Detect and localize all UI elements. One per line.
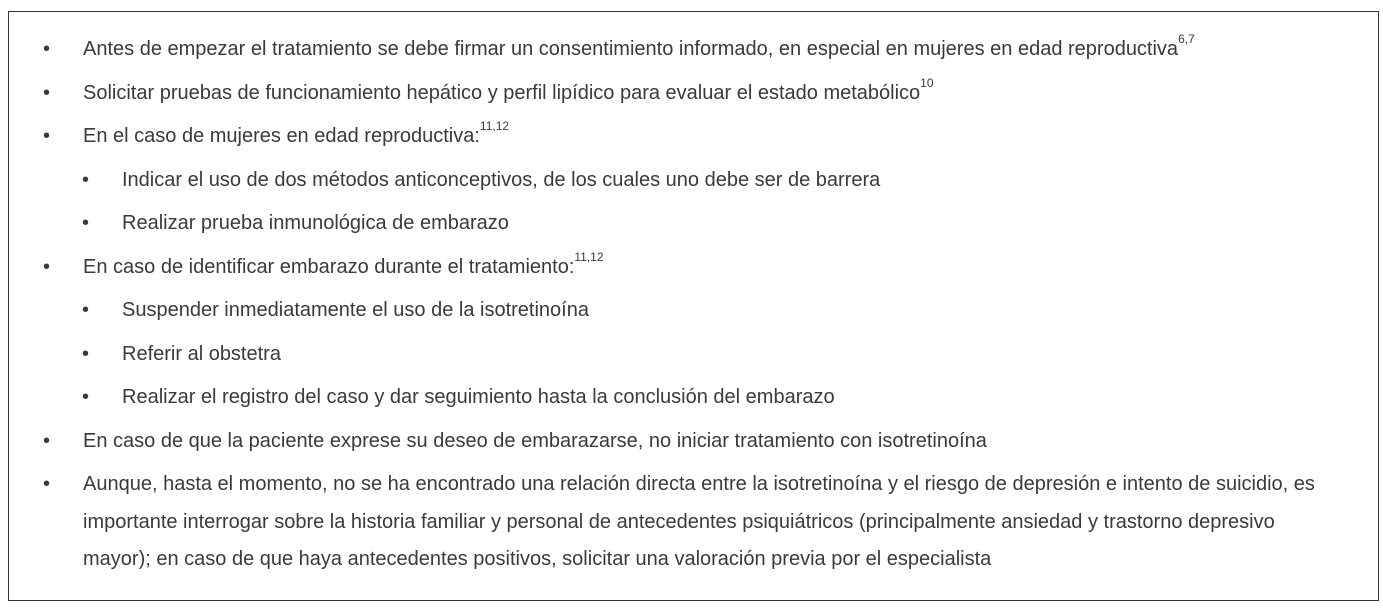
list-item-text: Realizar prueba inmunológica de embarazo bbox=[122, 212, 509, 234]
bullet: • bbox=[43, 38, 51, 60]
list-item-consent bbox=[9, 31, 1378, 67]
bullet: • bbox=[43, 125, 51, 147]
list-item-text: Antes de empezar el tratamiento se debe firmar un consentimiento informado, en especial en mujeres en edad reproductiva bbox=[83, 38, 1179, 60]
reference: 11,12 bbox=[479, 119, 510, 134]
list-item-depression bbox=[9, 466, 1378, 579]
reference: 6,7 bbox=[1178, 32, 1195, 47]
reference: 11,12 bbox=[574, 249, 604, 264]
recommendations-box bbox=[8, 11, 1379, 601]
bullet: • bbox=[82, 299, 90, 321]
bullet: • bbox=[82, 342, 90, 365]
list-item-text: En el caso de mujeres en edad reproductiva: bbox=[83, 125, 480, 147]
list-item-desire-pregnancy bbox=[9, 423, 1378, 459]
sub-item-pregnancy-test bbox=[9, 205, 1378, 241]
bullet: • bbox=[82, 212, 90, 234]
list-item-pregnancy-detected bbox=[9, 249, 1378, 285]
list-item-text: Realizar el registro del caso y dar seguimiento hasta la conclusión del embarazo bbox=[122, 386, 835, 408]
list-item-reproductive-age bbox=[9, 118, 1378, 154]
bullet: • bbox=[82, 386, 90, 408]
reference: 10 bbox=[920, 75, 934, 90]
sub-item-suspend bbox=[9, 292, 1378, 328]
bullet: • bbox=[43, 429, 51, 452]
bullet: • bbox=[43, 255, 51, 278]
list-item-text: Indicar el uso de dos métodos anticonceptivos, de los cuales uno debe ser de barrera bbox=[122, 168, 881, 191]
list-item-text: Solicitar pruebas de funcionamiento hepático y perfil lipídico para evaluar el estado metabólico bbox=[83, 81, 921, 104]
recommendations-list bbox=[9, 31, 1378, 586]
sub-item-refer bbox=[9, 336, 1378, 372]
bullet: • bbox=[43, 473, 51, 495]
sub-item-register bbox=[9, 379, 1378, 415]
list-item-text: En caso de identificar embarazo durante el tratamiento: bbox=[83, 255, 575, 278]
list-item-text: Referir al obstetra bbox=[122, 342, 281, 365]
list-item-text: Suspender inmediatamente el uso de la isotretinoína bbox=[122, 299, 589, 321]
list-item-text: En caso de que la paciente exprese su deseo de embarazarse, no iniciar tratamiento con isotretinoína bbox=[83, 429, 987, 452]
bullet: • bbox=[82, 168, 90, 191]
list-item-text: Aunque, hasta el momento, no se ha encontrado una relación directa entre la isotretinoína y el riesgo de depresión e intento de suicidio, es importante interrogar sobre la historia familiar y personal de antecedentes psiquiátricos (principalmente ansiedad y trastorno depresivo mayor); en caso de que haya antecedentes positivos, solicitar una valoración previa por el especialista bbox=[83, 473, 1315, 570]
list-item-lab-tests bbox=[9, 75, 1378, 111]
sub-item-contraceptives bbox=[9, 162, 1378, 198]
bullet: • bbox=[43, 81, 51, 104]
